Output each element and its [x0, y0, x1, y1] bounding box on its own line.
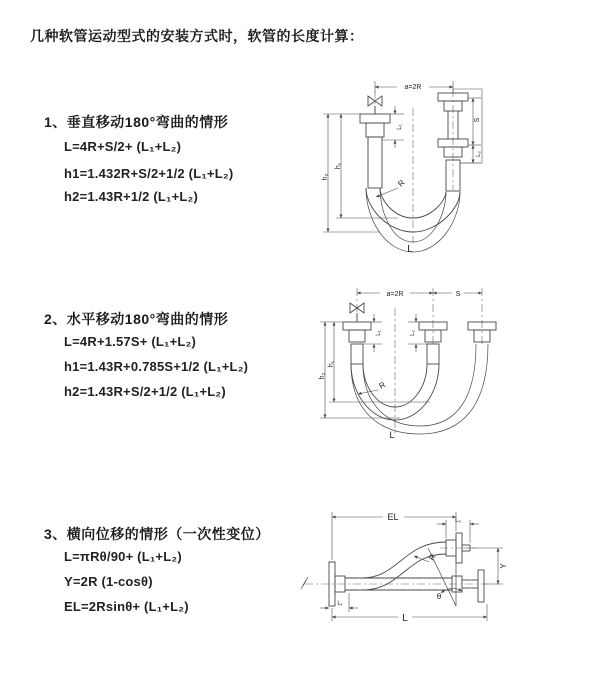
h2-label: h₂	[319, 372, 326, 380]
section2-formula-h1: h1=1.43R+0.785S+1/2 (L₁+L₂)	[64, 359, 249, 374]
dimension-el	[332, 510, 456, 563]
diagram-vertical-180-bend	[300, 70, 600, 265]
hose-displaced-position	[362, 533, 470, 590]
page-title: 几种软管运动型式的安装方式时，软管的长度计算：	[30, 28, 364, 44]
pipe-break-mark	[301, 577, 308, 589]
left-leg-fitting	[343, 322, 371, 364]
dimension-s	[468, 98, 481, 145]
section3-heading: 3、横向位移的情形（一次性变位）	[44, 526, 270, 542]
r-label: R	[396, 178, 407, 189]
dimension-a2r	[357, 286, 433, 298]
dimension-l2-middle	[408, 314, 429, 352]
l-label: L	[402, 613, 408, 624]
section3-formula-L: L=πRθ/90+ (L₁+L₂)	[64, 549, 182, 564]
center-axis	[305, 548, 498, 584]
dimension-h2	[322, 114, 380, 232]
a2r-label: a=2R	[386, 291, 404, 298]
l1-label: L₁	[376, 330, 382, 336]
section3-formula-Y: Y=2R (1-cosθ)	[64, 574, 153, 589]
section3-formula-EL: EL=2Rsinθ+ (L₁+L₂)	[64, 599, 189, 614]
radius-leader	[358, 380, 387, 394]
right-flange-lower	[478, 570, 484, 602]
hose-braid-left	[351, 344, 363, 364]
left-leg-fitting	[360, 114, 390, 188]
section2-formula-h2: h2=1.43R+S/2+1/2 (L₁+L₂)	[64, 384, 226, 399]
diagram-horizontal-180-bend	[300, 283, 600, 448]
dimension-a2r	[375, 80, 482, 163]
dimension-s	[433, 286, 482, 298]
el-label: EL	[387, 512, 399, 522]
l-label: L	[407, 244, 413, 255]
dimension-l1-left	[363, 314, 382, 352]
section2-formula-L: L=4R+1.57S+ (L₁+L₂)	[64, 334, 197, 349]
y-label: Y	[499, 563, 508, 569]
section1-formula-h2: h2=1.43R+1/2 (L₁+L₂)	[64, 189, 199, 204]
theta-label: θ	[436, 592, 442, 601]
diagram-lateral-displacement	[295, 500, 600, 630]
dimension-l2	[437, 518, 479, 543]
h1-label: h₁	[335, 162, 342, 170]
s-label: S	[455, 291, 461, 298]
center-axis	[357, 288, 482, 434]
section1-formula-L: L=4R+S/2+ (L₁+L₂)	[64, 139, 182, 154]
h1-label: h₁	[328, 360, 335, 368]
a2r-label: a=2R	[404, 84, 422, 91]
s-label: S	[474, 117, 481, 123]
section1-formula-h1: h1=1.432R+S/2+1/2 (L₁+L₂)	[64, 166, 234, 181]
l-label: L	[389, 430, 395, 440]
l2-label: L₂	[476, 151, 482, 157]
dimension-l	[332, 604, 487, 624]
dimension-l1-left	[382, 106, 404, 148]
l2-label: L₂	[410, 330, 416, 336]
radius-construction	[414, 548, 462, 606]
dimension-h1	[323, 114, 398, 218]
l1-label: L₁	[397, 124, 403, 130]
l1-label: L₁	[337, 601, 343, 607]
r-label: R	[427, 552, 438, 563]
hose-braid-left	[368, 137, 382, 188]
section1-heading: 1、垂直移动180°弯曲的情形	[44, 114, 229, 130]
dimension-l1	[320, 593, 358, 612]
dimension-h2	[319, 322, 400, 418]
r-label: R	[377, 380, 388, 391]
dimension-y	[464, 548, 508, 584]
l2-label: L₂	[455, 518, 461, 524]
section2-heading: 2、水平移动180°弯曲的情形	[44, 311, 229, 327]
h2-label: h₂	[322, 173, 329, 181]
hose-u-bends	[351, 344, 488, 434]
hose-braid-middle	[427, 344, 439, 364]
dimension-l2-right	[460, 145, 482, 163]
